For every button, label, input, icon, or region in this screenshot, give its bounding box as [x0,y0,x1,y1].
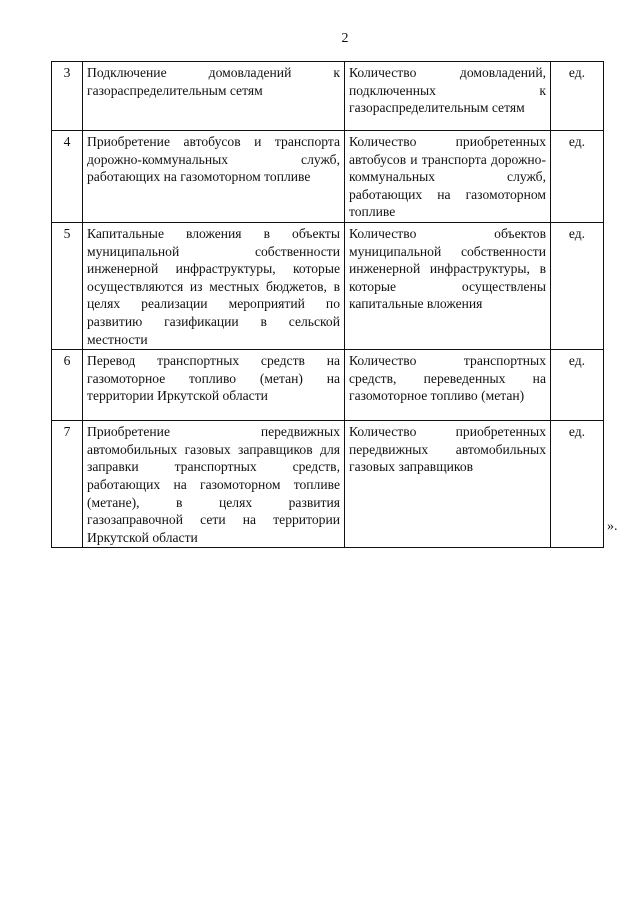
row-number: 6 [52,350,83,421]
row-number: 5 [52,222,83,349]
measure-name: Перевод транспортных средств на газомоторное топливо (метан) на территории Иркутской области [83,350,345,421]
measure-name: Капитальные вложения в объекты муниципальной собственности инженерной инфраструктуры, которые осуществляются из местных бюджетов, в целях реализации мероприятий по развитию газификации в сельской местности [83,222,345,349]
table-row [52,350,604,421]
table-row [52,131,604,223]
indicator-name: Количество транспортных средств, переведенных на газомоторное топливо (метан) [345,350,551,421]
unit-of-measure: ед. [551,350,604,421]
measure-name: Приобретение автобусов и транспорта дорожно-коммунальных служб, работающих на газомоторном топливе [83,131,345,223]
indicator-name: Количество объектов муниципальной собственности инженерной инфраструктуры, в которые осуществлены капитальные вложения [345,222,551,349]
row-number: 3 [52,62,83,131]
indicators-table [51,61,604,548]
table-row [52,421,604,548]
indicator-name: Количество приобретенных автобусов и транспорта дорожно-коммунальных служб, работающих на газомоторном топливе [345,131,551,223]
measure-name: Подключение домовладений к газораспределительным сетям [83,62,345,131]
measure-name: Приобретение передвижных автомобильных газовых заправщиков для заправки транспортных средств, работающих на газомоторном топливе (метане), в целях развития газозаправочной сети на территории Иркутской области [83,421,345,548]
indicator-name: Количество приобретенных передвижных автомобильных газовых заправщиков [345,421,551,548]
unit-of-measure: ед. [551,62,604,131]
table-row [52,222,604,349]
page-number: 2 [341,31,349,46]
unit-of-measure: ед. [551,131,604,223]
row-number: 4 [52,131,83,223]
unit-of-measure: ед. [551,421,604,548]
unit-of-measure: ед. [551,222,604,349]
closing-quote-mark: ». [607,519,618,534]
table-row [52,62,604,131]
indicator-name: Количество домовладений, подключенных к газораспределительным сетям [345,62,551,131]
row-number: 7 [52,421,83,548]
